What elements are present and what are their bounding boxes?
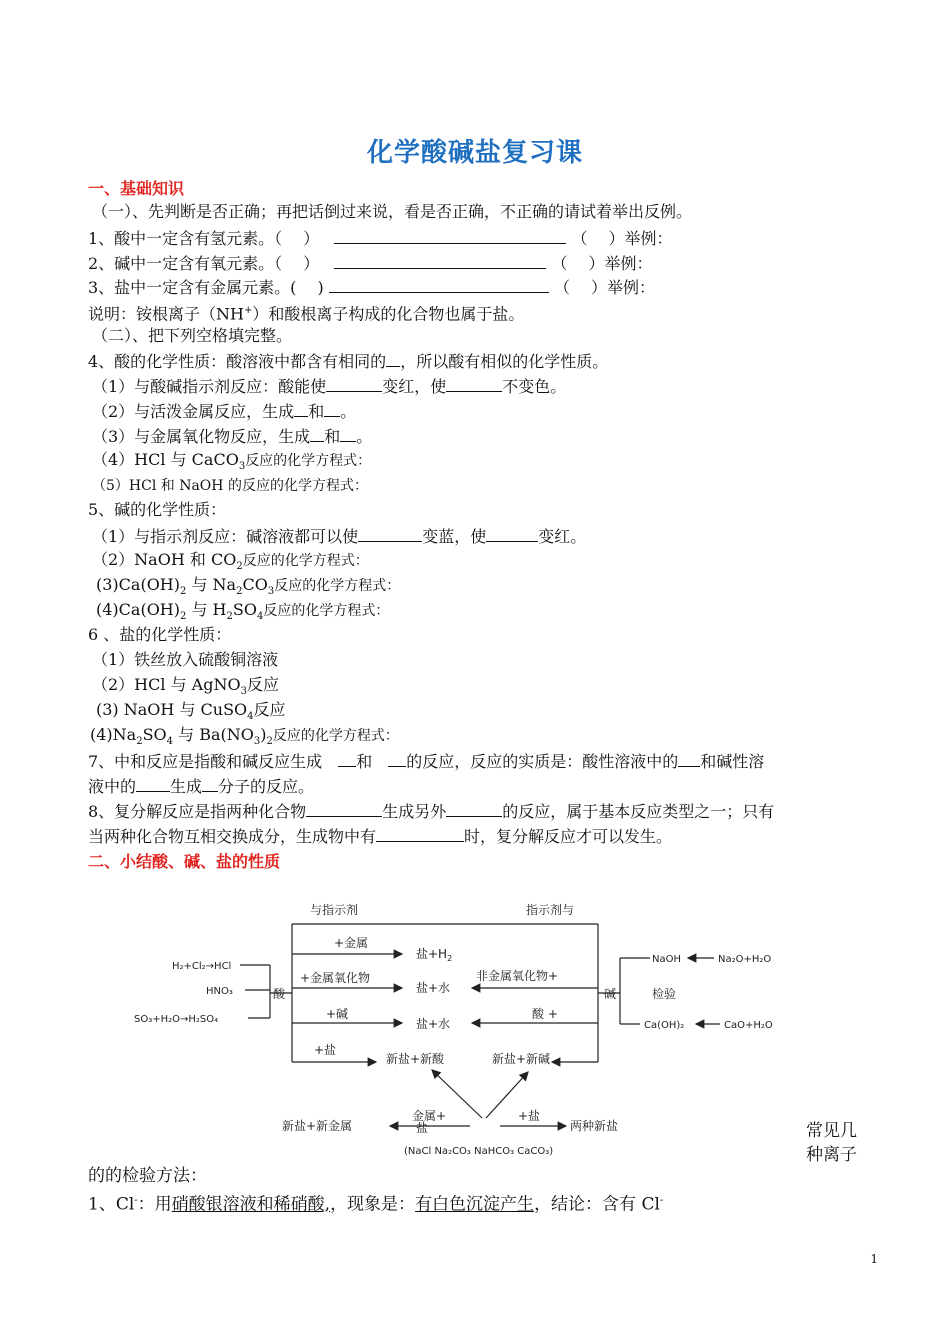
subscript: 3 — [253, 736, 261, 748]
answer-blank[interactable] — [358, 525, 422, 542]
q5-4-b: 与 H — [186, 600, 227, 619]
label-plus-salt: +盐 — [314, 1043, 337, 1057]
question-7 — [88, 750, 764, 772]
answer-blank[interactable] — [376, 825, 464, 842]
part2-intro: （二）、把下列空格填完整。 — [92, 326, 293, 345]
answer-blank[interactable] — [446, 375, 502, 392]
q6-4-c: 与 Ba(NO — [173, 725, 254, 744]
salt-examples: (NaCl Na₂CO₃ NaHCO₃ CaCO₃) — [404, 1146, 554, 1157]
subscript: 3 — [240, 686, 247, 698]
q4-2-end: 。 — [340, 402, 357, 421]
note — [88, 301, 524, 324]
q3-text: 3、盐中一定含有金属元素。( ) — [88, 278, 324, 297]
label-nonmetal-oxide: 非金属氧化物+ — [476, 969, 559, 983]
q8-e: 时，复分解反应才可以发生。 — [464, 827, 673, 846]
q6-3 — [96, 700, 286, 727]
q5-2 — [92, 550, 369, 577]
q6-2 — [92, 675, 279, 702]
subscript: 2 — [447, 954, 453, 963]
label-new-salt-metal: 新盐+新金属 — [282, 1119, 353, 1133]
q4-text-2: ，所以酸有相似的化学性质。 — [400, 352, 609, 371]
q6-4-d: ) — [260, 725, 267, 744]
q5-4-c: SO — [232, 600, 257, 619]
superscript: - — [659, 1195, 664, 1206]
q5-3-b: 与 Na — [186, 575, 237, 594]
q5-1-text-3: 变红。 — [538, 527, 587, 546]
q4-4-text: （4）HCl 与 CaCO — [92, 450, 239, 469]
q6-4 — [90, 725, 399, 752]
q6-4-b: SO — [142, 725, 167, 744]
label-salt: 盐 — [416, 1121, 429, 1135]
label-new-salt-acid: 新盐+新酸 — [386, 1052, 445, 1066]
page-title: 化学酸碱盐复习课 — [366, 138, 583, 168]
q4-4 — [92, 450, 371, 477]
subscript: 4 — [166, 736, 174, 748]
cl-a: 1、Cl — [88, 1194, 135, 1215]
formula-na2o: Na₂O+H₂O — [718, 954, 772, 965]
answer-blank[interactable] — [326, 375, 382, 392]
formula-caoh2: Ca(OH)₂ — [644, 1020, 685, 1031]
q4-1 — [92, 375, 566, 397]
side-text-2: 种离子 — [806, 1145, 857, 1165]
answer-blank[interactable] — [340, 425, 356, 442]
formula-h2so4: SO₃+H₂O→H₂SO₄ — [134, 1014, 219, 1025]
answer-blank[interactable] — [338, 750, 356, 767]
subscript: 3 — [238, 461, 246, 473]
label-salt-water-2: 盐+水 — [416, 1017, 451, 1031]
subscript: 2 — [180, 611, 187, 623]
question-8-cont — [88, 825, 672, 847]
q4-2 — [92, 400, 356, 422]
q5-3-a: (3)Ca(OH) — [96, 575, 180, 594]
q4-3-text: （3）与金属氧化物反应，生成 — [92, 427, 311, 446]
question-5: 5、碱的化学性质： — [88, 500, 227, 519]
question-6: 6 、盐的化学性质： — [88, 625, 232, 644]
answer-blank[interactable] — [678, 750, 700, 767]
q3-example: （ ）举例： — [553, 278, 656, 297]
q4-1-text: （1）与酸碱指示剂反应：酸能使 — [92, 377, 327, 396]
q4-3-and: 和 — [324, 427, 341, 446]
formula-hno3: HNO₃ — [206, 986, 233, 997]
note-text-2: ）和酸根离子构成的化合物也属于盐。 — [252, 304, 525, 324]
section2-heading: 二、小结酸、碱、盐的性质 — [88, 852, 281, 871]
answer-blank[interactable] — [306, 800, 382, 817]
q7-e: 液中的 — [88, 777, 137, 796]
label-two-salts: 两种新盐 — [570, 1119, 619, 1133]
side-text-1: 常见几 — [806, 1121, 857, 1141]
q5-4 — [96, 600, 389, 627]
cl-test — [88, 1191, 663, 1215]
label-salt-water-1: 盐+水 — [416, 981, 451, 995]
label-plus-metal: +金属 — [334, 936, 369, 950]
label-metal-plus: 金属+ — [412, 1109, 447, 1123]
q4-5: （5）HCl 和 NaOH 的反应的化学方程式： — [92, 478, 368, 494]
q7-a: 7、中和反应是指酸和碱反应生成 — [88, 752, 339, 771]
note-text: 说明：铵根离子（NH — [88, 304, 244, 324]
formula-hcl: H₂+Cl₂→HCl — [172, 961, 232, 972]
cl-b: ：用 — [137, 1194, 172, 1215]
section1-heading: 一、基础知识 — [88, 179, 185, 198]
part1-intro: （一）、先判断是否正确；再把话倒过来说，看是否正确，不正确的请试着举出反例。 — [92, 202, 693, 221]
q6-3-b: 反应 — [253, 700, 286, 719]
note-sup: + — [243, 305, 253, 316]
subscript: 2 — [236, 561, 243, 573]
page-number: 1 — [870, 1252, 878, 1266]
question-2 — [88, 252, 653, 274]
label-base: 碱 — [604, 987, 617, 1001]
q4-4-text-2: 反应的化学方程式： — [245, 453, 372, 469]
q6-3-a: (3) NaOH 与 CuSO — [96, 700, 248, 719]
answer-blank[interactable] — [388, 750, 406, 767]
q6-1: （1）铁丝放入硫酸铜溶液 — [92, 650, 279, 669]
q4-1-text-3: 不变色。 — [502, 377, 567, 396]
q5-4-d: 反应的化学方程式： — [263, 603, 390, 619]
answer-blank[interactable] — [202, 775, 218, 792]
q5-3-d: 反应的化学方程式： — [274, 578, 401, 594]
answer-blank[interactable] — [324, 400, 340, 417]
label-plus-metal-oxide: +金属氧化物 — [300, 971, 371, 985]
label-test: 检验 — [652, 987, 677, 1001]
q5-3-c: CO — [242, 575, 268, 594]
answer-blank[interactable] — [136, 775, 170, 792]
answer-blank[interactable] — [334, 227, 566, 244]
answer-blank[interactable] — [294, 400, 308, 417]
cl-reagent: 硝酸银溶液和稀硝酸, — [171, 1194, 331, 1215]
answer-blank[interactable] — [329, 276, 549, 293]
q5-4-a: (4)Ca(OH) — [96, 600, 180, 619]
q2-example: （ ）举例： — [551, 254, 653, 273]
subscript: 2 — [236, 586, 243, 598]
subscript: 2 — [180, 586, 187, 598]
subscript: 2 — [266, 736, 273, 748]
q4-3-end: 。 — [356, 427, 373, 446]
question-8 — [88, 800, 774, 822]
q4-text: 4、酸的化学性质：酸溶液中都含有相同的 — [88, 352, 387, 371]
q1-example: （ ）举例： — [571, 229, 673, 248]
label-acid: 酸 — [273, 987, 286, 1001]
superscript: - — [134, 1195, 138, 1206]
subscript: 3 — [267, 586, 275, 598]
q4-2-and: 和 — [308, 402, 325, 421]
q8-d: 当两种化合物互相交换成分，生成物中有 — [88, 827, 377, 846]
question-4 — [88, 350, 608, 372]
q7-g: 分子的反应。 — [218, 777, 315, 796]
q7-d: 和碱性溶 — [700, 752, 765, 771]
label-salt-h2 — [416, 946, 452, 963]
subscript: 4 — [247, 711, 254, 723]
question-1 — [88, 227, 673, 249]
label-new-salt-base: 新盐+新碱 — [492, 1052, 551, 1066]
salt-h2-text: 盐+H — [416, 947, 448, 961]
formula-cao: CaO+H₂O — [724, 1020, 773, 1031]
q7-b: 和 — [356, 752, 389, 771]
cl-phenomenon: 有白色沉淀产生 — [415, 1194, 535, 1215]
q4-2-text: （2）与活泼金属反应，生成 — [92, 402, 295, 421]
formula-naoh: NaOH — [652, 954, 681, 965]
ion-test-intro: 的的检验方法： — [88, 1166, 207, 1186]
q5-2-text: （2）NaOH 和 CO — [92, 550, 237, 569]
acid-base-salt-diagram — [120, 890, 820, 1170]
q5-1-text-2: 变蓝，使 — [422, 527, 487, 546]
q6-4-e: 反应的化学方程式： — [272, 728, 399, 744]
q5-1 — [92, 525, 586, 547]
q5-2-text-2: 反应的化学方程式： — [242, 553, 369, 569]
q8-a: 8、复分解反应是指两种化合物 — [88, 802, 307, 821]
answer-blank[interactable] — [310, 425, 324, 442]
q1-text: 1、酸中一定含有氢元素。（ ） — [88, 229, 320, 248]
answer-blank[interactable] — [446, 800, 502, 817]
q6-4-a: (4)Na — [90, 725, 137, 744]
question-7-cont — [88, 775, 314, 797]
q2-text: 2、碱中一定含有氧元素。（ ） — [88, 254, 320, 273]
q8-b: 生成另外 — [382, 802, 447, 821]
label-top-left: 与指示剂 — [310, 903, 359, 917]
label-plus-base: +碱 — [326, 1007, 349, 1021]
diagram-svg — [120, 890, 820, 1170]
q5-3 — [96, 575, 400, 602]
q4-3 — [92, 425, 372, 447]
q4-1-text-2: 变红，使 — [382, 377, 447, 396]
subscript: 4 — [256, 611, 264, 623]
cl-f: ，结论：含有 Cl — [534, 1194, 660, 1215]
answer-blank[interactable] — [486, 525, 538, 542]
q7-c: 的反应，反应的实质是：酸性溶液中的 — [406, 752, 679, 771]
q8-c: 的反应，属于基本反应类型之一；只有 — [502, 802, 775, 821]
label-acid-plus: 酸 + — [532, 1007, 558, 1021]
answer-blank[interactable] — [386, 350, 400, 367]
q5-1-text: （1）与指示剂反应：碱溶液都可以使 — [92, 527, 359, 546]
label-top-right: 指示剂与 — [526, 903, 575, 917]
answer-blank[interactable] — [334, 252, 546, 269]
q6-2-b: 反应 — [246, 675, 279, 694]
label-plus-salt-2: +盐 — [518, 1109, 541, 1123]
subscript: 2 — [136, 736, 143, 748]
q7-f: 生成 — [170, 777, 203, 796]
cl-d: ，现象是： — [330, 1194, 416, 1215]
question-3 — [88, 276, 655, 298]
q6-2-a: （2）HCl 与 AgNO — [92, 675, 241, 694]
subscript: 2 — [226, 611, 233, 623]
